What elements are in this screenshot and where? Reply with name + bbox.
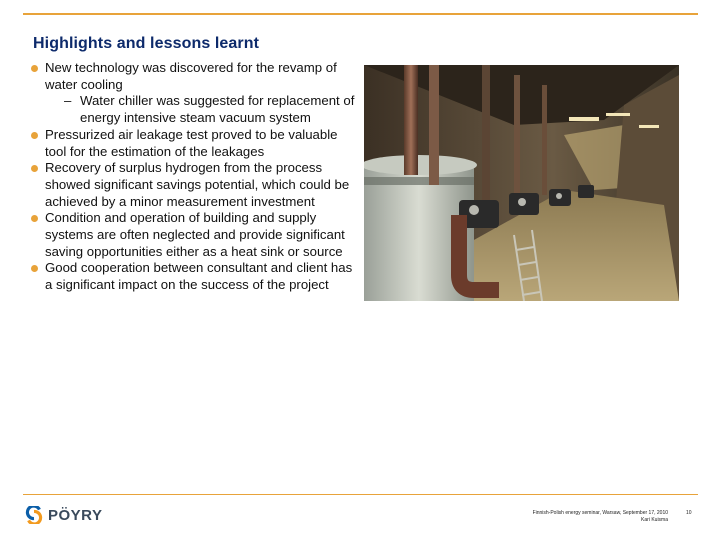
slide-title: Highlights and lessons learnt: [33, 35, 260, 52]
bullet-item: [31, 210, 356, 260]
bullet-text: Pressurized air leakage test proved to be valuable tool for the estimation of the leakages: [45, 126, 338, 159]
poyry-logo-icon: [25, 506, 43, 524]
page-number: 10: [686, 510, 692, 516]
bullet-list: [31, 60, 356, 294]
footer-event: Finnish-Polish energy seminar, Warsaw, September 17, 2010: [532, 510, 668, 516]
bullet-text: Good cooperation between consultant and client has a significant impact on the success of the project: [45, 260, 353, 293]
footer-info: [533, 510, 668, 524]
bullet-item: [31, 60, 356, 93]
footer-author: Kari Kuisma: [641, 517, 668, 523]
poyry-logo: [25, 505, 102, 525]
sub-bullet-item: [31, 93, 356, 126]
bullet-dot-icon: [31, 265, 38, 272]
bottom-accent-rule: [23, 494, 698, 495]
plant-pump-room-photo: [364, 65, 679, 301]
bullet-dot-icon: [31, 132, 38, 139]
bullet-text: New technology was discovered for the revamp of water cooling: [45, 60, 337, 92]
logo-wordmark: PÖYRY: [48, 506, 103, 524]
bullet-dot-icon: [31, 215, 38, 222]
bullet-item: [31, 127, 356, 160]
bullet-text: Condition and operation of building and supply systems are often neglected and provide significant saving opportunities either as a heat sink or source: [45, 210, 345, 259]
sub-bullet-text: Water chiller was suggested for replacement of energy intensive steam vacuum system: [80, 93, 355, 126]
bullet-item: [31, 160, 356, 210]
bullet-item: [31, 260, 356, 293]
dash-icon: –: [64, 93, 72, 109]
bullet-dot-icon: [31, 65, 38, 72]
bullet-dot-icon: [31, 165, 38, 172]
bullet-text: Recovery of surplus hydrogen from the process showed significant savings potential, which could be achieved by a minor measurement investment: [45, 160, 350, 209]
top-accent-rule: [23, 13, 698, 15]
